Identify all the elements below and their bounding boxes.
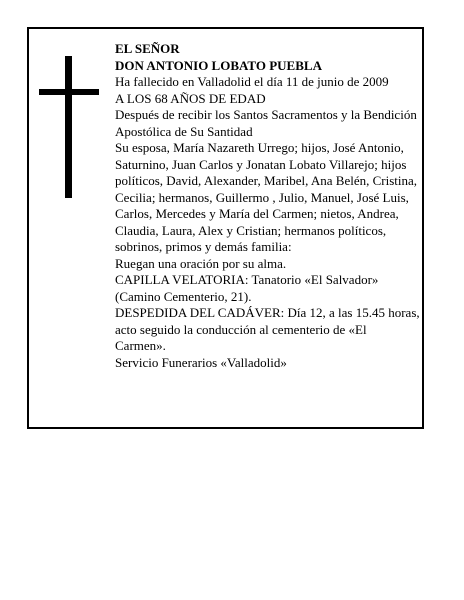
death-announcement: Ha fallecido en Valladolid el día 11 de junio de 2009	[115, 74, 389, 89]
deceased-name: DON ANTONIO LOBATO PUEBLA	[115, 57, 322, 73]
age-line: A LOS 68 AÑOS DE EDAD	[115, 90, 266, 106]
obituary-title: EL SEÑOR	[115, 41, 180, 56]
farewell-info: DESPEDIDA DEL CADÁVER: Día 12, a las 15.45 horas, acto seguido la conducción al cementerio de «El Carmen».	[115, 305, 420, 353]
prayer-request: Ruegan una oración por su alma.	[115, 255, 287, 271]
cross-horizontal-bar	[39, 89, 99, 95]
obituary-notice	[27, 27, 424, 429]
obituary-text	[115, 41, 420, 371]
cross-vertical-bar	[65, 56, 72, 198]
funeral-service: Servicio Funerarios «Valladolid»	[115, 354, 287, 370]
sacraments-line: Después de recibir los Santos Sacramentos y la Bendición Apostólica de Su Santidad	[115, 107, 417, 139]
cross-icon	[39, 56, 99, 198]
family-list: Su esposa, María Nazareth Urrego; hijos, José Antonio, Saturnino, Juan Carlos y Jonatan Lobato Villarejo; hijos políticos, David, Alexander, Maribel, Ana Belén, Cristina, Cecilia; hermanos, Guillermo , Julio, Manuel, José Luis, Carlos, Mercedes y María del Carmen; nietos, Andrea, Claudia, Laura, Alex y Cristian; hermanos políticos, sobrinos, primos y demás familia:	[115, 140, 418, 254]
chapel-info: CAPILLA VELATORIA: Tanatorio «El Salvador» (Camino Cementerio, 21).	[115, 272, 379, 304]
